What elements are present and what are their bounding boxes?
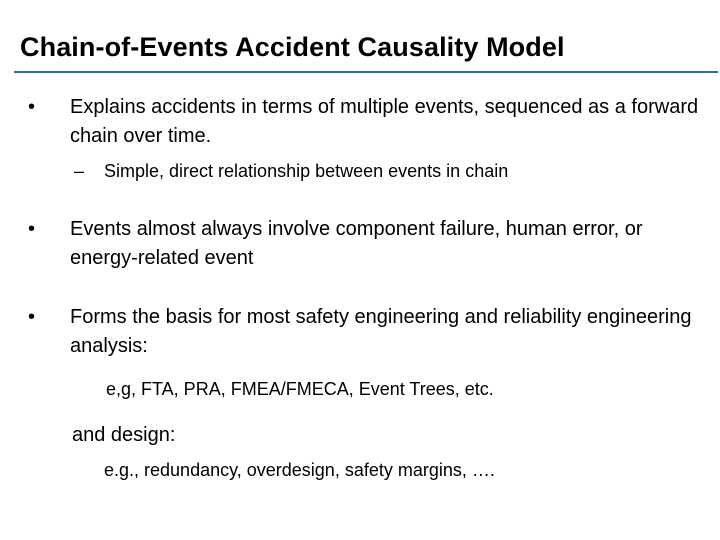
sub-bullet-1-text: Simple, direct relationship between events in chain (104, 161, 509, 181)
bullet-1-text: Explains accidents in terms of multiple events, sequenced as a forward chain over time. (70, 96, 699, 147)
analysis-examples: e,g, FTA, PRA, FMEA/FMECA, Event Trees, etc. (106, 379, 494, 399)
bullet-marker: • (28, 306, 36, 328)
design-examples: e.g., redundancy, overdesign, safety margins, …. (104, 460, 495, 480)
bullet-marker: • (28, 96, 36, 118)
title-underline (14, 71, 718, 73)
design-label: and design: (72, 424, 176, 446)
bullet-3-text: Forms the basis for most safety engineering and reliability engineering analysis: (70, 306, 692, 357)
slide-title: Chain-of-Events Accident Causality Model (20, 32, 565, 62)
sub-bullet-dash: – (74, 161, 85, 181)
bullet-2-text: Events almost always involve component failure, human error, or energy-related event (70, 218, 643, 269)
bullet-marker: • (28, 218, 36, 240)
